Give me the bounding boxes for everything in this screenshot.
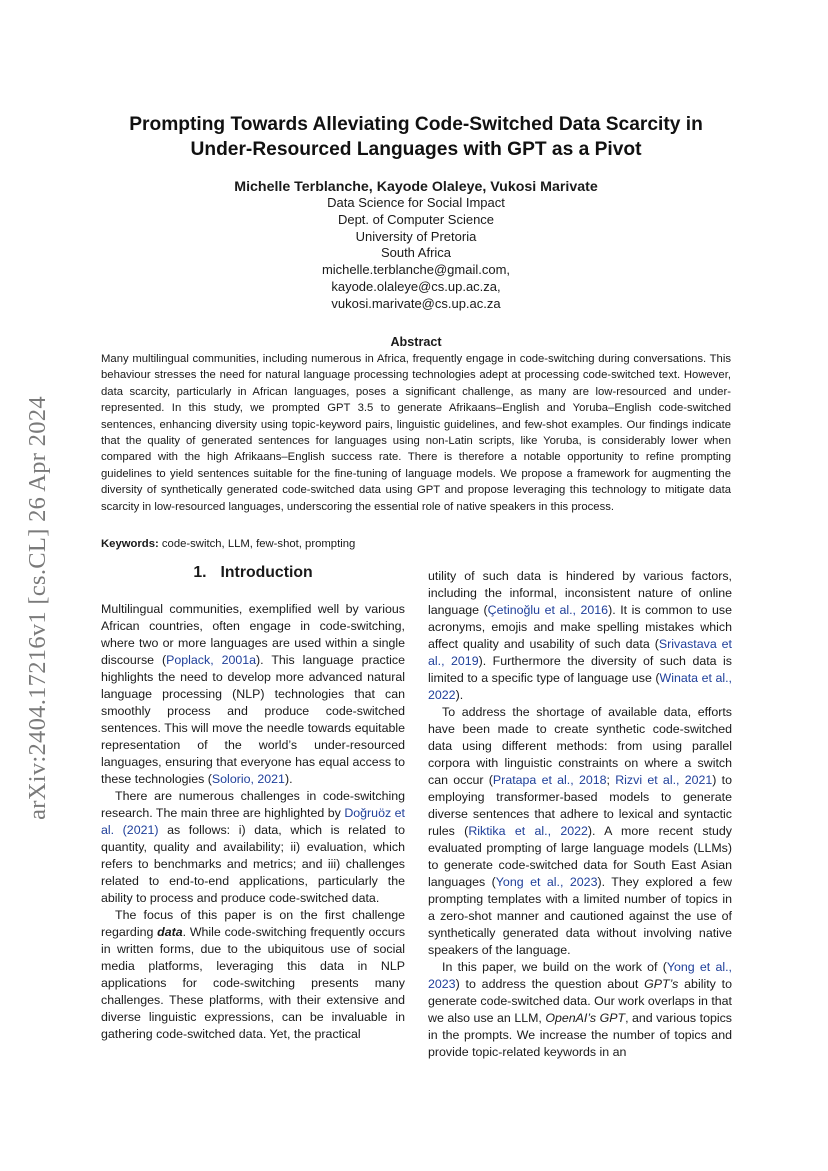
- body-text: ).: [284, 772, 293, 786]
- section-heading: [101, 563, 405, 583]
- body-text: utility of such data is hindered by various factors, including the informal, inconsistent nature of online language (: [428, 569, 732, 617]
- affiliation-line: University of Pretoria: [355, 228, 477, 244]
- body-text: Multilingual communities, exemplified well by various African countries, often engage in code-switching, where two or more languages are used within a single discourse (: [101, 602, 405, 667]
- body-text: ). Furthermore the diversity of such data is limited to a specific type of language use (: [428, 654, 732, 685]
- abstract-body: Many multilingual communities, including numerous in Africa, frequently engage in code-switching during conversations. This behaviour stresses the need for natural language processing technologies adept at processing code-switched text. However, data scarcity, particularly in African languages, poses a significant challenge, as many are low-resourced and under-represented. In this study, we prompted GPT 3.5 to generate Afrikaans–English and Yoruba–English code-switched sentences, enhancing diversity using topic-keyword pairs, linguistic guidelines, and few-shot examples. Our findings indicate that the quality of generated sentences for languages using non-Latin scripts, like Yoruba, is considerably lower when compared with the high Afrikaans–English success rate. There is therefore a notable opportunity to refine prompting guidelines to yield sentences suitable for the fine-tuning of language models. We propose a framework for augmenting the diversity of synthetically generated code-switched data using GPT and propose leveraging this technology to mitigate data scarcity in low-resourced languages, underscoring the essential role of native speakers in this process.: [101, 353, 731, 513]
- right-column: [428, 568, 732, 1061]
- citation-link[interactable]: Winata et al., 2022: [428, 671, 733, 702]
- paragraph: [428, 568, 732, 704]
- affiliation-line: Dept. of Computer Science: [337, 211, 495, 227]
- body-text: ) to employing transformer-based models to generate diverse sentences that adhere to lexical and syntactic rules (: [428, 773, 732, 838]
- body-text: . While code-switching frequently occurs in written forms, due to the ubiquitous use of social media platforms, leveraging this data in NLP applications for code-switching presents many challenges. These platforms, with their extensive and diverse linguistic expressions, can be invaluable in gathering code-switched data. Yet, the practical: [101, 925, 406, 1041]
- body-text: ). This language practice highlights the need to develop more advanced natural language processing (NLP) technologies that can smoothly process and produce code-switched sentences. This will move the needle towards equitable representation of the world’s under-resourced languages, ensuring that everyone has equal access to these technologies (: [101, 653, 405, 786]
- left-column: [101, 563, 405, 1043]
- body-text: ;: [606, 773, 616, 787]
- paragraph: [101, 788, 405, 907]
- emphasis-text: data: [157, 925, 183, 939]
- body-text: as follows: i) data, which is related to quantity, quality and availability; ii) evaluation, which refers to benchmarks and metrics; and iii) challenges related to end-to-end applications, particularly the ability to process and produce code-switched data.: [101, 823, 405, 905]
- citation-link[interactable]: Doğruöz et al. (2021): [101, 806, 405, 837]
- italic-text: GPT’s: [644, 977, 679, 991]
- email-line: vukosi.marivate@cs.up.ac.za: [331, 295, 501, 311]
- citation-link[interactable]: Poplack, 2001a: [166, 653, 257, 667]
- affiliation-line: Data Science for Social Impact: [327, 195, 505, 210]
- citation-link[interactable]: Pratapa et al., 2018: [492, 773, 607, 787]
- paragraph: [428, 959, 732, 1061]
- abstract-heading: Abstract: [390, 335, 442, 349]
- citation-link[interactable]: Yong et al., 2023: [495, 875, 598, 889]
- paragraph: [428, 704, 732, 959]
- citation-link[interactable]: Solorio, 2021: [211, 772, 285, 786]
- email-line: michelle.terblanche@gmail.com,: [321, 262, 511, 278]
- arxiv-stamp-text: arXiv:2404.17216v1 [cs.CL] 26 Apr 2024: [24, 395, 51, 820]
- affiliation-line: South Africa: [380, 245, 452, 261]
- email-line: kayode.olaleye@cs.up.ac.za,: [331, 278, 501, 294]
- citation-link[interactable]: Yong et al., 2023: [428, 960, 732, 991]
- section-title: Introduction: [220, 564, 313, 581]
- left-column-paragraphs: [101, 601, 405, 1043]
- section-number: 1.: [193, 564, 207, 581]
- arxiv-stamp: [22, 365, 54, 850]
- body-text: ).: [455, 688, 464, 702]
- body-text: The focus of this paper is on the first challenge regarding: [101, 908, 405, 939]
- body-text: , and various topics in the prompts. We increase the number of topics and provide topic-related keywords in an: [428, 1011, 732, 1059]
- keywords-line: [101, 536, 355, 552]
- body-text: ability to generate code-switched data. Our work overlaps in that we also use an LLM,: [428, 977, 732, 1025]
- body-text: ). It is common to use acronyms, emojis and make spelling mistakes which affect quality and usability of such data (: [428, 603, 733, 651]
- body-text: There are numerous challenges in code-switching research. The main three are highlighted by: [101, 789, 405, 820]
- citation-link[interactable]: Riktika et al., 2022: [468, 824, 588, 838]
- body-text: To address the shortage of available data, efforts have been made to create synthetic code-switched data using different methods: from using parallel corpora with linguistic constraints on where a switch can occur (: [428, 705, 732, 787]
- paragraph: [101, 601, 405, 788]
- affiliation-block: [100, 195, 732, 313]
- author-list: Michelle Terblanche, Kayode Olaleye, Vukosi Marivate: [234, 179, 598, 195]
- paper-title: Prompting Towards Alleviating Code-Switched Data Scarcity in Under-Resourced Languages with GPT as a Pivot: [129, 114, 703, 160]
- body-text: ) to address the question about: [455, 977, 645, 991]
- citation-link[interactable]: Çetinoğlu et al., 2016: [487, 603, 609, 617]
- body-text: ). They explored a few prompting templates with a limited number of topics in a zero-shot manner and cautioned against the use of synthetically generated data without involving native speakers of the language.: [428, 875, 732, 957]
- body-text: In this paper, we build on the work of (: [442, 960, 667, 974]
- keywords-value: code-switch, LLM, few-shot, prompting: [158, 538, 356, 550]
- right-column-paragraphs: [428, 568, 732, 1061]
- paragraph: [101, 907, 405, 1043]
- keywords-label: Keywords:: [101, 538, 159, 550]
- italic-text: OpenAI’s GPT: [545, 1011, 626, 1025]
- citation-link[interactable]: Rizvi et al., 2021: [615, 773, 713, 787]
- citation-link[interactable]: Srivastava et al., 2019: [428, 637, 733, 668]
- body-text: ). A more recent study evaluated prompting of large language models (LLMs) to generate code-switched data for South East Asian languages (: [428, 824, 732, 889]
